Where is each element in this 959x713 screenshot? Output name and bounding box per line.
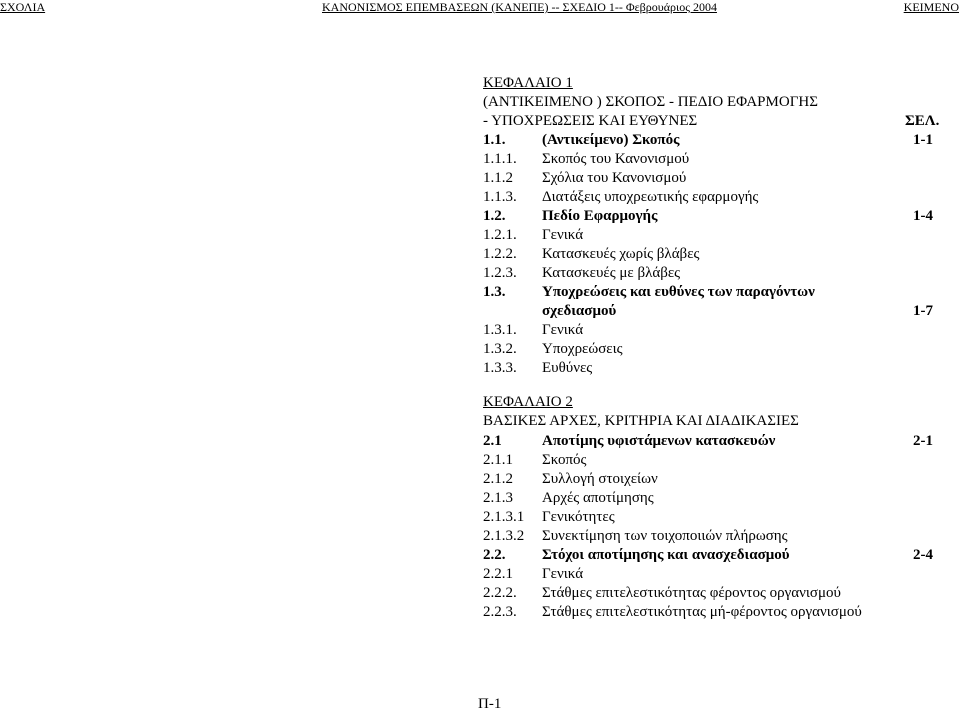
toc-number: 2.2.: [483, 547, 506, 563]
toc-title: Υποχρεώσεις: [542, 341, 623, 357]
toc-title: σχεδιασμού: [542, 303, 617, 319]
toc-title: Στάθμες επιτελεστικότητας φέροντος οργανισμού: [542, 585, 841, 601]
toc-title: Πεδίο Εφαρμογής: [542, 208, 658, 224]
chapter1-subtitle-line2: [483, 112, 953, 131]
toc-title: Στάθμες επιτελεστικότητας μή-φέροντος οργανισμού: [542, 604, 862, 620]
page-number: Π-1: [478, 696, 502, 712]
toc-number: 2.2.1: [483, 566, 513, 582]
toc-title: Αποτίμης υφιστάμενων κατασκευών: [542, 433, 776, 449]
chapter2-subtitle: ΒΑΣΙΚΕΣ ΑΡΧΕΣ, ΚΡΙΤΗΡΙΑ ΚΑΙ ΔΙΑΔΙΚΑΣΙΕΣ: [483, 413, 799, 429]
toc-title: Συλλογή στοιχείων: [542, 471, 658, 487]
toc-row: [483, 546, 953, 565]
toc-title: Διατάξεις υποχρεωτικής εφαρμογής: [542, 189, 759, 205]
toc-number: 1.2.1.: [483, 227, 517, 243]
toc-page: 1-7: [913, 303, 933, 319]
toc-title: Σχόλια του Κανονισμού: [542, 170, 687, 186]
toc-number: 1.3.3.: [483, 360, 517, 376]
toc-row: [483, 432, 953, 451]
toc-number: 2.1.3.1: [483, 509, 525, 525]
toc-number: 1.1.1.: [483, 151, 517, 167]
toc-number: 2.1.2: [483, 471, 513, 487]
toc-title: (Αντικείμενο) Σκοπός: [542, 132, 680, 148]
toc-number: 1.1.3.: [483, 189, 517, 205]
toc-number: 1.2.3.: [483, 265, 517, 281]
toc-number: 1.3.1.: [483, 322, 517, 338]
toc-page: 1-1: [913, 132, 933, 148]
header-center-text: ΚΑΝΟΝΙΣΜΟΣ ΕΠΕΜΒΑΣΕΩΝ (ΚΑΝΕΠΕ) -- ΣΧΕΔΙΟ 1-- Φεβρουάριος 2004: [322, 0, 717, 14]
toc-number: 1.2.: [483, 208, 506, 224]
toc-number: 2.2.2.: [483, 585, 517, 601]
toc-number: 2.1.1: [483, 452, 513, 468]
toc-row: [483, 207, 953, 226]
toc-number: 1.2.2.: [483, 246, 517, 262]
toc-number: 2.2.3.: [483, 604, 517, 620]
toc-number: 2.1.3: [483, 490, 513, 506]
toc-title: Γενικά: [542, 227, 584, 243]
toc-title: Αρχές αποτίμησης: [542, 490, 654, 506]
toc-number: 2.1.3.2: [483, 528, 525, 544]
toc-title: Κατασκευές με βλάβες: [542, 265, 681, 281]
toc-number: 1.3.: [483, 284, 506, 300]
toc-title: Γενικά: [542, 566, 584, 582]
toc-number: 1.1.2: [483, 170, 513, 186]
toc-page: 2-4: [913, 547, 933, 563]
toc-number: 1.3.2.: [483, 341, 517, 357]
chapter2-title: ΚΕΦΑΛΑΙΟ 2: [483, 394, 573, 410]
header-right-text: ΚΕΙΜΕΝΟ: [903, 0, 959, 14]
toc-title: Υποχρεώσεις και ευθύνες των παραγόντων: [542, 284, 815, 300]
toc-row: [483, 302, 953, 321]
toc-title: Κατασκευές χωρίς βλάβες: [542, 246, 700, 262]
running-header: [0, 0, 959, 14]
chapter1-subtitle-line1: (ΑΝΤΙΚΕΙΜΕΝΟ ) ΣΚΟΠΟΣ - ΠΕΔΙΟ ΕΦΑΡΜΟΓΗΣ: [483, 94, 818, 110]
toc-number: 1.1.: [483, 132, 506, 148]
toc-page: 1-4: [913, 208, 933, 224]
toc-title: Ευθύνες: [542, 360, 593, 376]
toc-title: Σκοπός: [542, 452, 587, 468]
toc-title: Γενικά: [542, 322, 584, 338]
chapter1-subtitle-text: - ΥΠΟΧΡΕΩΣΕΙΣ ΚΑΙ ΕΥΘΥΝΕΣ: [483, 113, 698, 129]
toc-page: 2-1: [913, 433, 933, 449]
toc-number: 2.1: [483, 433, 502, 449]
toc-title: Στόχοι αποτίμησης και ανασχεδιασμού: [542, 547, 790, 563]
toc-title: Γενικότητες: [542, 509, 615, 525]
header-left-text: ΣΧΟΛΙΑ: [0, 0, 46, 14]
page-column-label: ΣΕΛ.: [905, 113, 940, 129]
toc-title: Σκοπός του Κανονισμού: [542, 151, 690, 167]
toc-row: [483, 131, 953, 150]
toc-title: Συνεκτίμηση των τοιχοποιιών πλήρωσης: [542, 528, 788, 544]
chapter1-title: ΚΕΦΑΛΑΙΟ 1: [483, 75, 573, 91]
